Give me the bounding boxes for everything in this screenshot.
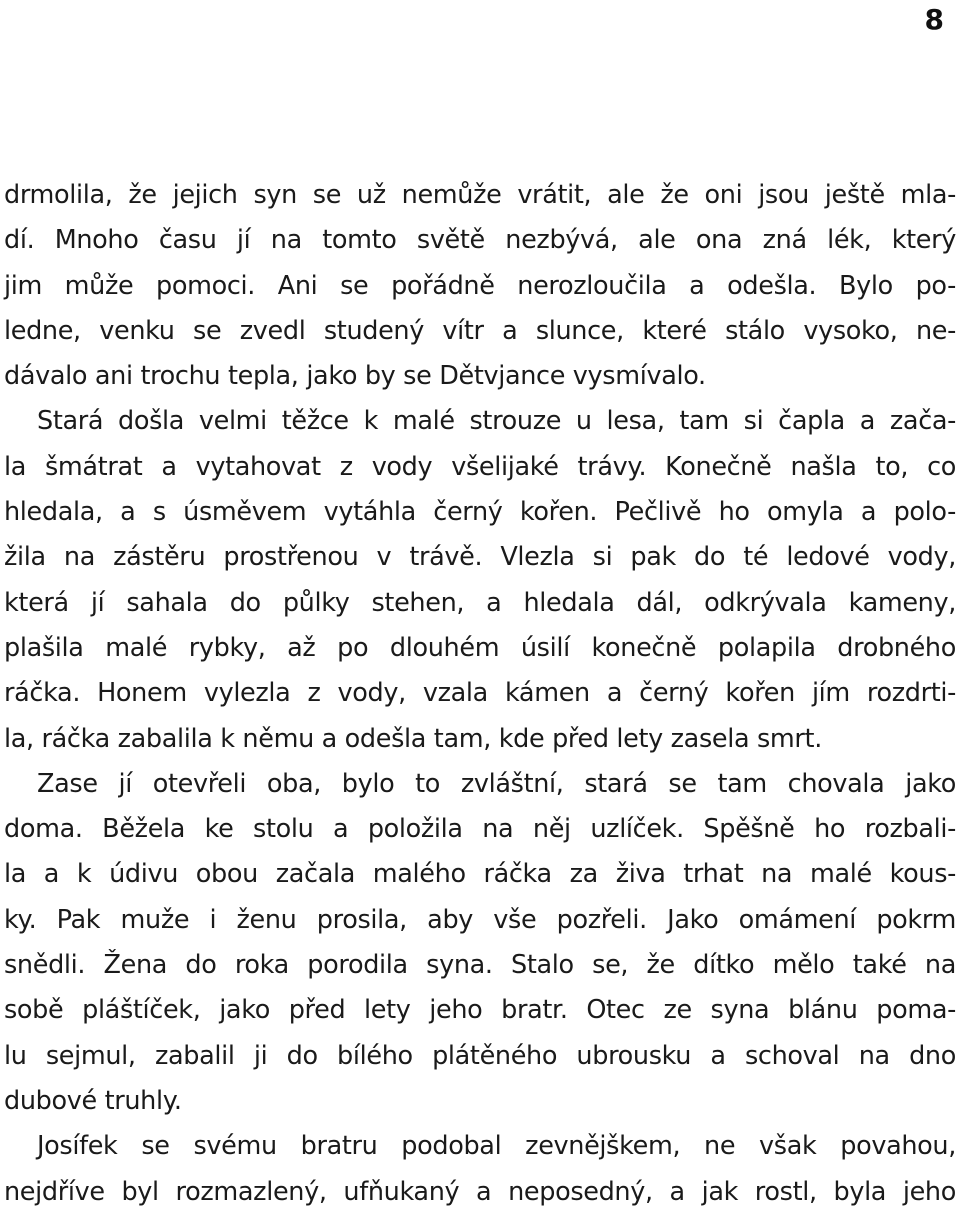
text-line: la šmátrat a vytahovat z vody všelijaké trávy. Konečně našla to, co <box>4 451 956 482</box>
text-line: plašila malé rybky, až po dlouhém úsilí konečně polapila drobného <box>4 632 956 663</box>
body-text <box>4 173 956 1215</box>
text-line: la a k údivu obou začala malého ráčka za živa trhat na malé kous- <box>4 859 956 890</box>
text-line: která jí sahala do půlky stehen, a hledala dál, odkrývala kameny, <box>4 587 956 618</box>
text-line: ráčka. Honem vylezla z vody, vzala kámen a černý kořen jím rozdrti- <box>4 678 956 709</box>
text-line: doma. Běžela ke stolu a položila na něj uzlíček. Spěšně ho rozbali- <box>4 814 956 845</box>
text-line: lu sejmul, zabalil ji do bílého plátěného ubrousku a schoval na dno <box>4 1040 956 1071</box>
page-number: 8 <box>924 3 944 36</box>
text-line: sobě pláštíček, jako před lety jeho bratr. Otec ze syna blánu poma- <box>4 995 956 1026</box>
text-line: drmolila, že jejich syn se už nemůže vrátit, ale že oni jsou ještě mla- <box>4 180 956 210</box>
text-line: hledala, a s úsměvem vytáhla černý kořen. Pečlivě ho omyla a polo- <box>4 497 956 528</box>
text-line: dí. Mnoho času jí na tomto světě nezbývá, ale ona zná lék, který <box>4 225 956 256</box>
text-line: Stará došla velmi těžce k malé strouze u lesa, tam si čapla a zača- <box>37 406 956 437</box>
text-line: snědli. Žena do roka porodila syna. Stalo se, že dítko mělo také na <box>4 950 956 981</box>
text-line: ledne, venku se zvedl studený vítr a slunce, které stálo vysoko, ne- <box>4 315 956 346</box>
text-line: Zase jí otevřeli oba, bylo to zvláštní, stará se tam chovala jako <box>37 768 956 799</box>
text-line: jim může pomoci. Ani se pořádně nerozloučila a odešla. Bylo po- <box>4 270 956 301</box>
text-line: la, ráčka zabalila k němu a odešla tam, kde před lety zasela smrt. <box>4 723 822 754</box>
text-line: Josífek se svému bratru podobal zevnějškem, ne však povahou, <box>37 1131 956 1162</box>
text-line: žila na zástěru prostřenou v trávě. Vlezla si pak do té ledové vody, <box>4 542 956 573</box>
text-line: ky. Pak muže i ženu prosila, aby vše pozřeli. Jako omámení pokrm <box>4 904 956 935</box>
text-line: nejdříve byl rozmazlený, ufňukaný a neposedný, a jak rostl, byla jeho <box>4 1176 956 1207</box>
text-line: dávalo ani trochu tepla, jako by se Dětvjance vysmívalo. <box>4 361 706 392</box>
text-line: dubové truhly. <box>4 1085 182 1116</box>
